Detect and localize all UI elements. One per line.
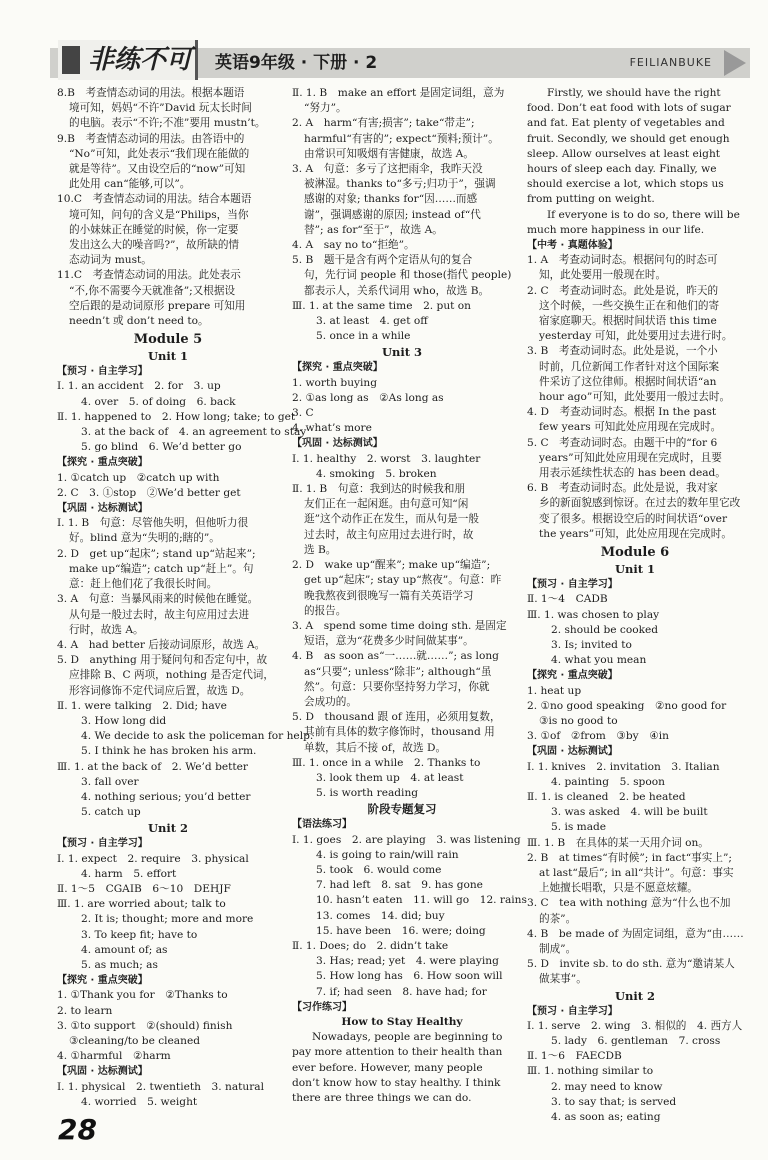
- answer-line: the years”可知，此处应用现在完成时。: [539, 527, 732, 540]
- unit-heading: Unit 3: [381, 345, 423, 360]
- answer-line: 5. took 6. would come: [316, 863, 442, 876]
- answer-line: 时前，几位新闻工作者针对这个国际案: [539, 360, 720, 373]
- answer-line: Ⅰ. 1. knives 2. invitation 3. Italian: [527, 760, 720, 773]
- answer-line: “努力”。: [304, 102, 347, 115]
- answer-line: 都表示人，关系代词用 who，故选 B。: [304, 284, 490, 297]
- answer-line: 2. C 考查动词时态。此处是说，昨天的: [527, 284, 719, 297]
- answer-line: 1. ①Thank you for ②Thanks to: [57, 989, 228, 1002]
- answer-line: 3. Is; invited to: [551, 638, 632, 651]
- answer-line: Ⅰ. 1. expect 2. require 3. physical: [57, 852, 249, 865]
- answer-line: 8.B 考查情态动词的用法。根据本题语: [57, 87, 245, 99]
- answer-line: 2. may need to know: [551, 1080, 663, 1093]
- answer-line: 4. nothing serious; you’d better: [81, 790, 251, 803]
- answer-line: get up“起床”; stay up“熬夜”。句意：昨: [304, 574, 502, 587]
- answer-line: 11.C 考查情态动词的用法。此处表示: [57, 269, 241, 282]
- section-label: 【探究 · 重点突破】: [527, 670, 618, 682]
- answer-line: 应排除 B、C 两项，nothing 是否定代词，: [69, 669, 274, 682]
- answer-line: harmful“有害的”; expect“预料;预计”。: [304, 132, 499, 145]
- answer-line: 的茶”。: [539, 912, 577, 925]
- answer-line: 5. D anything 用于疑问句和否定句中，故: [57, 654, 268, 667]
- answer-line: 4. what you mean: [551, 654, 647, 667]
- answer-line: “No”可知，此处表示“我们现在能做的: [69, 147, 250, 160]
- answer-line: 会成功的。: [304, 695, 357, 708]
- answer-line: 7. if; had seen 8. have had; for: [316, 985, 487, 998]
- answer-line: 4. is going to rain/will rain: [316, 848, 459, 861]
- section-label: 【巩固 · 达标测试】: [57, 1066, 148, 1078]
- section-label: 【预习 · 自主学习】: [527, 1005, 618, 1017]
- module-heading: Module 5: [133, 332, 203, 348]
- answer-line: 意：赶上他们花了我很长时间。: [69, 578, 218, 591]
- answer-line: 从句是一般过去时，故主句应用过去进: [69, 608, 250, 621]
- answer-line: 变了很多。根据设空后的时间状语“over: [539, 512, 728, 525]
- answer-line: 态动词为 must。: [69, 254, 152, 267]
- answer-line: 发出这么大的噪音吗?”，故所缺的情: [69, 239, 240, 252]
- unit-heading: Unit 2: [147, 821, 189, 836]
- answer-line: 的报告。: [304, 604, 347, 617]
- answer-line: as“只要”; unless“除非”; although“虽: [304, 665, 492, 678]
- answer-line: 4. B be made of 为固定词组，意为“由……: [527, 927, 744, 940]
- section-label: 【中考 · 真题体验】: [527, 240, 618, 252]
- answer-line: 4. over 5. of doing 6. back: [81, 395, 236, 408]
- answer-line: 知，此处要用一般现在时。: [539, 269, 667, 282]
- answer-line: at last“最后”; in all“共计”。句意：事实: [539, 866, 734, 879]
- answer-line: Ⅱ. 1. were talking 2. Did; have: [57, 699, 227, 712]
- essay-paragraph: If everyone is to do so, there will be much more happiness in our life.: [527, 208, 740, 236]
- answer-line: 替”; as for“至于”，故选 A。: [304, 223, 443, 236]
- answer-line: 乡的新面貌感到惊讶。在过去的数年里它改: [539, 497, 741, 510]
- answer-line: 5. go blind 6. We’d better go: [81, 441, 242, 454]
- answer-line: 4. ①harmful ②harm: [57, 1050, 171, 1063]
- answer-line: 行时，故选 A。: [69, 623, 144, 636]
- answer-line: Ⅲ. 1. once in a while 2. Thanks to: [292, 756, 481, 769]
- answer-line: ③cleaning/to be cleaned: [69, 1034, 200, 1047]
- answer-line: 3. at the back of 4. an agreement to stay: [81, 426, 307, 439]
- unit-heading: Unit 1: [614, 562, 656, 577]
- answer-line: 10.C 考查情态动词的用法。结合本题语: [57, 193, 252, 206]
- series-logo: 非练不可: [58, 40, 198, 80]
- answer-line: 好。blind 意为“失明的;瞎的”。: [69, 532, 220, 545]
- answer-line: Ⅲ. 1. nothing similar to: [527, 1065, 654, 1078]
- essay-paragraph: Nowadays, people are beginning to pay more attention to their health than ever before. However, many people don’t know how to stay healthy. I think there are three things we can do.: [292, 1031, 503, 1104]
- answer-line: 7. had left 8. sat 9. has gone: [316, 879, 483, 892]
- answer-line: Ⅲ. 1. at the back of 2. We’d better: [57, 760, 248, 773]
- answer-line: 4. smoking 5. broken: [316, 467, 437, 480]
- answer-line: 3. fall over: [81, 775, 139, 788]
- book-title: 英语9年级 · 下册 · 2: [215, 53, 378, 73]
- answer-line: Ⅰ. 1. B 句意：尽管他失明，但他听力很: [57, 517, 249, 530]
- answer-line: ③is no good to: [539, 714, 618, 727]
- answer-line: 此处用 can“能够,可以”。: [69, 178, 191, 191]
- answer-line: Ⅱ. 1. is cleaned 2. be heated: [527, 790, 686, 803]
- answer-line: 5. is made: [551, 821, 607, 834]
- answer-line: Ⅱ. 1～4 CADB: [527, 593, 608, 606]
- answer-line: 1. worth buying: [292, 376, 378, 389]
- answer-line: Ⅱ. 1. B 句意：我到达的时候我和朋: [292, 483, 465, 496]
- answer-line: 5. D thousand 跟 of 连用，必须用复数，: [292, 711, 501, 724]
- essay-title: How to Stay Healthy: [341, 1015, 463, 1028]
- section-label: 【习作练习】: [292, 1001, 352, 1013]
- answer-line: Ⅰ. 1. serve 2. wing 3. 相似的 4. 西方人: [527, 1019, 743, 1032]
- answer-line: 被淋湿。thanks to“多亏;归功于”，强调: [304, 178, 496, 191]
- answer-line: 3. look them up 4. at least: [316, 771, 464, 784]
- section-label: 【语法练习】: [292, 819, 352, 831]
- answer-line: few years 可知此处应用现在完成时。: [539, 421, 722, 434]
- answer-line: 2. ①as long as ②As long as: [292, 391, 444, 404]
- answer-line: Ⅲ. 1. B 在具体的某一天用介词 on。: [527, 836, 709, 849]
- answer-line: 上她擅长唱歌，只是不愿意炫耀。: [539, 882, 698, 895]
- answer-line: 3. C tea with nothing 意为“什么也不加: [527, 897, 731, 910]
- section-label: 【巩固 · 达标测试】: [527, 746, 618, 758]
- answer-column-right: [527, 86, 743, 1125]
- answer-line: 4. as soon as; eating: [551, 1111, 661, 1123]
- answer-line: 3. ①to support ②(should) finish: [57, 1019, 233, 1032]
- answer-line: 15. have been 16. were; doing: [316, 924, 486, 937]
- answer-line: 件采访了这位律师。根据时间状语“an: [539, 375, 717, 388]
- answer-line: 友们正在一起闲逛。由句意可知“闲: [304, 498, 469, 511]
- answer-column-middle: [292, 86, 527, 1106]
- answer-line: 3. was asked 4. will be built: [551, 806, 708, 819]
- unit-heading: Unit 2: [614, 988, 656, 1003]
- answer-line: 3. A 句意：当暴风雨来的时候他在睡觉。: [57, 593, 259, 606]
- page-header: [50, 40, 750, 82]
- answer-line: 做某事”。: [539, 973, 587, 986]
- answer-line: 感谢的对象; thanks for“因……而感: [304, 193, 478, 206]
- answer-line: 5. D invite sb. to do sth. 意为“邀请某人: [527, 958, 735, 971]
- section-label: 【预习 · 自主学习】: [57, 366, 148, 378]
- answer-line: years”可知此处应用现在完成时，且要: [539, 451, 722, 464]
- answer-line: 9.B 考查情态动词的用法。由答语中的: [57, 132, 245, 145]
- answer-line: 2. It is; thought; more and more: [81, 913, 254, 926]
- section-label: 【探究 · 重点突破】: [292, 362, 383, 374]
- answer-line: Ⅱ. 1. Does; do 2. didn’t take: [292, 939, 449, 952]
- answer-line: 其前有具体的数字修饰时，thousand 用: [304, 726, 495, 739]
- answer-line: Ⅱ. 1～6 FAECDB: [527, 1050, 622, 1063]
- answer-line: 5. C 考查动词时态。由题干中的“for 6: [527, 436, 718, 449]
- answer-line: 宿家庭聊天。根据时间状语 this time: [539, 315, 717, 328]
- answer-line: Ⅰ. 1. physical 2. twentieth 3. natural: [57, 1080, 264, 1093]
- answer-line: 短语，意为“花费多少时间做某事”。: [304, 635, 474, 648]
- answer-line: “不,你不需要今天就准备”;又根据设: [69, 284, 236, 297]
- answer-line: 过去时，故主句应用过去进行时，故: [304, 528, 474, 541]
- answer-line: 4. A had better 后接动词原形，故选 A。: [57, 638, 266, 651]
- answer-line: 3. B 考查动词时态。此处是说，一个小: [527, 345, 718, 358]
- answer-line: 2. C 3. ①stop ②We’d better get: [57, 486, 241, 499]
- answer-column-left: [57, 86, 314, 1110]
- answer-line: Ⅲ. 1. was chosen to play: [527, 608, 660, 621]
- answer-line: 的小妹妹正在睡觉的时候，你一定要: [69, 223, 239, 236]
- answer-line: 5. lady 6. gentleman 7. cross: [551, 1034, 721, 1047]
- answer-line: 4. worried 5. weight: [81, 1095, 198, 1108]
- answer-line: 3. To keep fit; have to: [81, 928, 198, 941]
- answer-line: 2. D get up“起床”; stand up“站起来”;: [57, 547, 256, 560]
- answer-line: 就是等待”。又由设空后的“now”可知: [69, 163, 246, 176]
- answer-line: 选 B。: [304, 543, 337, 556]
- answer-line: 2. B at times“有时候”; in fact“事实上”;: [527, 851, 732, 864]
- answer-line: 5. B 题干是含有两个定语从句的复合: [292, 254, 473, 267]
- answer-line: 10. hasn’t eaten 11. will go 12. rains: [316, 894, 527, 907]
- arrow-icon: [724, 50, 746, 76]
- brand-name: FEILIANBUKE: [629, 56, 712, 69]
- answer-line: 空后跟的是动词原形 prepare 可知用: [69, 299, 246, 312]
- answer-line: hour ago”可知，此处要用一般过去时。: [539, 391, 731, 404]
- answer-line: 6. B 考查动词时态。此处是说，我对家: [527, 482, 718, 495]
- unit-heading: 阶段专题复习: [367, 802, 437, 817]
- answer-line: 2. to learn: [57, 1004, 113, 1017]
- answer-line: Ⅰ. 1. an accident 2. for 3. up: [57, 380, 221, 393]
- answer-line: 5. is worth reading: [316, 787, 419, 800]
- answer-line: 5. as much; as: [81, 958, 158, 971]
- answer-line: 2. ①no good speaking ②no good for: [527, 699, 727, 712]
- answer-line: 晚我熬夜到很晚写一篇有关英语学习: [304, 589, 474, 602]
- answer-line: 3. C: [292, 407, 314, 420]
- unit-heading: Unit 1: [147, 349, 189, 364]
- answer-line: 4. amount of; as: [81, 943, 168, 956]
- answer-line: 4. We decide to ask the policeman for help.: [81, 730, 314, 743]
- answer-line: Ⅲ. 1. at the same time 2. put on: [292, 299, 471, 312]
- answer-line: 4. harm 5. effort: [81, 867, 177, 880]
- answer-line: 3. A spend some time doing sth. 是固定: [292, 619, 507, 632]
- answer-line: Ⅰ. 1. goes 2. are playing 3. was listening: [292, 833, 521, 846]
- answer-line: 13. comes 14. did; buy: [316, 909, 445, 922]
- answer-line: 5. I think he has broken his arm.: [81, 745, 257, 758]
- answer-line: 2. should be cooked: [551, 623, 659, 636]
- answer-line: 3. at least 4. get off: [316, 315, 428, 328]
- answer-line: Ⅱ. 1～5 CGAIB 6～10 DEHJF: [57, 882, 231, 895]
- answer-line: 4. B as soon as“一……就……”; as long: [292, 650, 499, 663]
- answer-line: 4. painting 5. spoon: [551, 775, 665, 788]
- answer-line: 由常识可知吸烟有害健康，故选 A。: [304, 147, 474, 160]
- answer-line: 3. ①of ②from ③by ④in: [527, 730, 669, 743]
- answer-line: 用表示延续性状态的 has been dead。: [539, 467, 726, 480]
- answer-line: 2. D wake up“醒来”; make up“编造”;: [292, 559, 491, 572]
- page-number: 28: [58, 1113, 97, 1146]
- answer-line: 4. A say no to“拒绝”。: [292, 239, 415, 252]
- answer-line: 制成”。: [539, 942, 577, 955]
- answer-line: 谢”，强调感谢的原因; instead of“代: [304, 208, 481, 221]
- answer-line: 5. How long has 6. How soon will: [316, 970, 503, 983]
- answer-line: 然”。句意：只要你坚持努力学习，你就: [304, 680, 490, 693]
- module-heading: Module 6: [600, 545, 670, 561]
- answer-line: 5. once in a while: [316, 330, 411, 343]
- answer-line: make up“编造”; catch up“赶上”。句: [69, 562, 254, 575]
- answer-line: 1. heat up: [527, 684, 582, 697]
- answer-line: 3. Has; read; yet 4. were playing: [316, 955, 499, 968]
- section-label: 【探究 · 重点突破】: [57, 975, 148, 987]
- essay-paragraph: Firstly, we should have the right food. Don’t eat food with lots of sugar and fat. Eat plenty of vegetables and fruit. Secondly, we should get enough sleep. Allow ourselves at least eight hours of sleep each day. Finally, we should exercise a lot, which stops us from putting on weight.: [527, 87, 731, 206]
- answer-line: 这个时候，一些交换生正在和他们的寄: [539, 299, 720, 312]
- answer-line: 的电脑。表示“不许;不准”要用 mustn’t。: [69, 117, 266, 130]
- answer-line: yesterday 可知，此处要用过去进行时。: [539, 330, 733, 343]
- answer-line: Ⅲ. 1. are worried about; talk to: [57, 898, 226, 911]
- section-label: 【巩固 · 达标测试】: [57, 503, 148, 515]
- answer-line: 境可知，问句的含义是“Philips，当你: [69, 208, 249, 221]
- answer-line: 1. A 考查动词时态。根据问句的时态可: [527, 254, 718, 267]
- answer-line: 3. A 句意：多亏了这把雨伞，我昨天没: [292, 163, 483, 176]
- answer-line: Ⅱ. 1. B make an effort 是固定词组，意为: [292, 87, 505, 99]
- answer-line: Ⅰ. 1. healthy 2. worst 3. laughter: [292, 452, 481, 465]
- answer-line: 4. D 考查动词时态。根据 In the past: [527, 406, 717, 419]
- answer-line: 形容词修饰不定代词应后置，故选 D。: [69, 684, 251, 697]
- answer-line: 3. How long did: [81, 714, 167, 727]
- section-label: 【探究 · 重点突破】: [57, 457, 148, 469]
- answer-line: 2. A harm“有害;损害”; take“带走”;: [292, 117, 475, 130]
- answer-line: 1. ①catch up ②catch up with: [57, 471, 220, 484]
- section-label: 【巩固 · 达标测试】: [292, 438, 383, 450]
- answer-line: 逛”这个动作正在发生，而从句是一般: [304, 513, 479, 526]
- answer-line: 境可知，妈妈“不许”David 玩太长时间: [69, 102, 252, 115]
- answer-line: 3. to say that; is served: [551, 1095, 677, 1108]
- answer-line: 5. catch up: [81, 806, 141, 819]
- section-label: 【预习 · 自主学习】: [527, 579, 618, 591]
- answer-line: needn’t 或 don’t need to。: [69, 315, 209, 328]
- answer-line: 单数，其后不接 of，故选 D。: [304, 741, 447, 754]
- section-label: 【预习 · 自主学习】: [57, 838, 148, 850]
- answer-line: 句，先行词 people 和 those(指代 people): [304, 269, 512, 282]
- answer-line: Ⅱ. 1. happened to 2. How long; take; to get: [57, 410, 296, 423]
- answer-line: 4. what’s more: [292, 422, 372, 435]
